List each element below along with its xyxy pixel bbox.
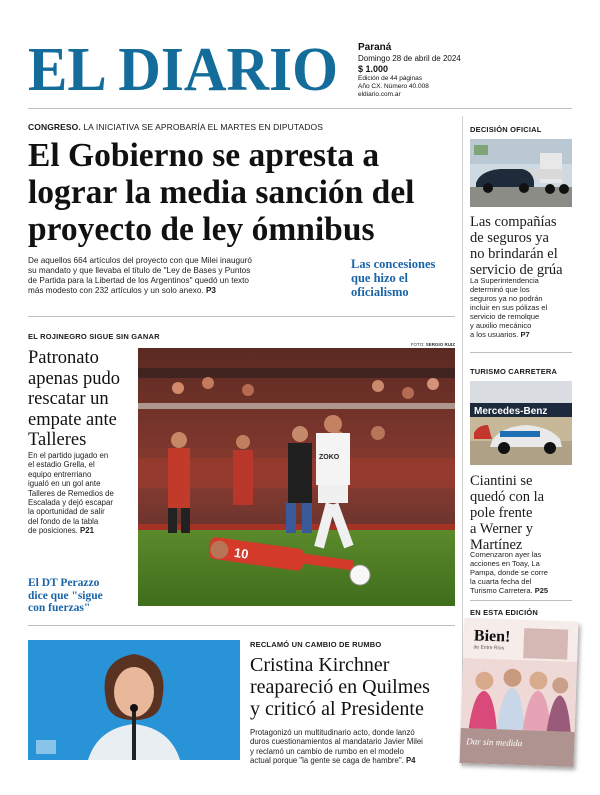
edition-pages: Edición de 44 páginas — [358, 75, 422, 82]
lead-kicker — [28, 122, 448, 132]
turismo-headline[interactable] — [470, 473, 575, 553]
race-car-photo-svg — [470, 381, 572, 465]
turismo-body-line: la cuarta fecha del — [470, 577, 532, 586]
sports-body-line: equipo entrerriano — [28, 469, 92, 479]
turismo-body-line: Pampa, donde se corre — [470, 568, 548, 577]
bottom-headline[interactable] — [250, 654, 460, 720]
oficial-headline-line: Las compañías — [470, 214, 557, 230]
sidebar-divider-1 — [470, 352, 572, 353]
sports-body-line: Talleres de Remedios de — [28, 488, 114, 498]
sports-divider — [28, 625, 455, 626]
turismo-body-line: acciones en Toay, La — [470, 559, 540, 568]
magazine-title: Bien! — [473, 627, 511, 646]
kirchner-photo-svg — [28, 640, 240, 760]
sports-body-line: Escalada y dejó escapar — [28, 498, 113, 508]
turismo-label: TURISMO CARRETERA — [470, 367, 558, 376]
turismo-headline-line: Martínez — [470, 537, 523, 553]
edition-site: eldiario.com.ar — [358, 91, 401, 98]
sports-body-text: de posiciones. — [28, 526, 78, 536]
oficial-body-line — [470, 330, 575, 339]
bottom-page-ref: P4 — [405, 756, 416, 766]
bottom-body-line: duros cuestionamientos al mandatario Javier Milei — [250, 737, 423, 747]
edition-date: Domingo 28 de abril de 2024 — [358, 54, 461, 63]
bottom-headline-line: Cristina Kirchner — [250, 654, 390, 676]
lead-headline[interactable] — [28, 137, 458, 248]
sports-body-line: del fondo de la tabla — [28, 516, 99, 526]
bottom-body-text: actual porque "la gente se caga de hambre". — [250, 756, 404, 766]
tow-truck-photo-svg — [470, 139, 572, 207]
sports-related-line: con fuerzas" — [28, 602, 91, 614]
lead-kicker-text: LA INICIATIVA SE APROBARÍA EL MARTES EN DIPUTADOS — [83, 122, 323, 132]
magazine-cover-svg — [460, 618, 579, 767]
photo-credit — [410, 342, 455, 347]
edicion-label: EN ESTA EDICIÓN — [470, 608, 539, 617]
lead-body-text: más modesto con 232 artículos y un solo anexo. — [28, 286, 204, 295]
edition-info — [358, 42, 488, 99]
bottom-headline-line: y criticó al Presidente — [250, 698, 424, 720]
football-photo[interactable] — [138, 348, 455, 606]
sports-related-line: dice que "sigue — [28, 589, 103, 602]
lead-page-ref: P3 — [205, 286, 216, 295]
oficial-headline[interactable] — [470, 214, 575, 278]
sports-kicker: EL ROJINEGRO SIGUE SIN GANAR — [28, 332, 160, 341]
photo-credit-name: SERGIO RUIZ — [425, 342, 455, 347]
sports-related-link[interactable] — [28, 577, 138, 615]
lead-headline-line: lograr la media sanción del — [28, 174, 415, 211]
oficial-body-text: a los usuarios. — [470, 330, 519, 339]
turismo-headline-line: pole frente — [470, 505, 533, 521]
lead-body — [28, 256, 346, 296]
sports-body-line: la oportunidad de salir — [28, 507, 105, 517]
sports-body-line — [28, 526, 138, 535]
sports-headline-line: Talleres — [28, 430, 87, 450]
lead-related-line: que hizo el — [351, 271, 408, 285]
lead-body-line: De aquellos 664 artículos del proyecto con que Milei inauguró — [28, 256, 252, 265]
oficial-page-ref: P7 — [520, 330, 530, 339]
lead-related-line: Las concesiones — [351, 257, 436, 271]
oficial-body-line: y auxilio mecánico — [470, 321, 532, 330]
football-photo-svg — [138, 348, 455, 606]
sports-body-line: En el partido jugado en — [28, 451, 109, 460]
bottom-kicker: RECLAMÓ UN CAMBIO DE RUMBO — [250, 640, 382, 649]
sports-related-line: El DT Perazzo — [28, 577, 100, 589]
turismo-headline-line: a Werner y — [470, 521, 533, 537]
oficial-headline-line: de seguros ya — [470, 230, 549, 246]
bottom-body — [250, 728, 460, 766]
sports-body — [28, 451, 138, 536]
turismo-body-line: Comenzaron ayer las — [470, 550, 542, 559]
masthead-logo — [28, 40, 340, 98]
turismo-body-text: Turismo Carretera. — [470, 586, 533, 595]
lead-related-link[interactable] — [351, 257, 456, 299]
masthead-svg — [28, 40, 340, 98]
jersey-number: 10 — [233, 544, 250, 562]
magazine-cover[interactable] — [460, 618, 579, 767]
bottom-body-line: y reclamó un cambio de rumbo en el modelo — [250, 746, 404, 756]
lead-body-line: su mandato y que llevaba el título de "Ley de Bases y Puntos — [28, 266, 251, 275]
oficial-label: DECISIÓN OFICIAL — [470, 125, 542, 134]
lead-divider — [28, 316, 455, 317]
race-banner: Mercedes-Benz — [474, 406, 548, 417]
oficial-body-line: servicio de remolque — [470, 312, 540, 321]
sports-headline-line: apenas pudo — [28, 368, 120, 389]
lead-body-line: de Partida para la Libertad de los Argentinos" quedó un texto — [28, 276, 249, 285]
sports-body-line: el estadio Grella, el — [28, 460, 95, 470]
kirchner-photo[interactable] — [28, 640, 240, 760]
jersey-sponsor: ZOKO — [319, 454, 340, 461]
turismo-page-ref: P25 — [534, 586, 549, 595]
masthead-divider — [28, 108, 572, 109]
lead-headline-line: proyecto de ley ómnibus — [28, 211, 375, 248]
tow-truck-photo[interactable] — [470, 139, 572, 207]
magazine-caption: Dar sin medida — [466, 736, 523, 749]
oficial-body-line: determinó que los — [470, 285, 530, 294]
sports-headline[interactable] — [28, 348, 138, 451]
lead-headline-line: El Gobierno se apresta a — [28, 137, 380, 174]
lead-related-line: oficialismo — [351, 285, 409, 299]
oficial-headline-line: no brindarán el — [470, 246, 558, 262]
edition-issue: Año CX. Número 40.008 — [358, 83, 429, 90]
turismo-headline-line: quedó con la — [470, 489, 545, 505]
bottom-body-line: Protagonizó un multitudinario acto, donde lanzó — [250, 728, 415, 737]
turismo-body — [470, 550, 575, 595]
edition-price: $ 1.000 — [358, 64, 389, 74]
oficial-body — [470, 276, 575, 339]
photo-credit-label: FOTO: — [410, 342, 425, 347]
sports-page-ref: P21 — [80, 526, 94, 536]
bottom-headline-line: reapareció en Quilmes — [250, 676, 430, 698]
lead-body-line — [28, 286, 346, 296]
turismo-headline-line: Ciantini se — [470, 473, 533, 489]
sports-headline-line: rescatar un — [28, 389, 109, 409]
oficial-body-line: La Superintendencia — [470, 276, 539, 285]
sports-body-line: igualó en un gol ante — [28, 479, 101, 489]
oficial-body-line: seguros ya no podrán — [470, 294, 543, 303]
oficial-body-line: incluir en sus pólizas el — [470, 303, 548, 312]
oficial-headline-line: servicio de grúa — [470, 262, 563, 278]
sports-headline-line: Patronato — [28, 348, 99, 368]
sidebar-divider-2 — [470, 600, 572, 601]
magazine-subtitle: de Entre Ríos — [473, 644, 505, 652]
masthead-title: EL DIARIO — [28, 40, 338, 98]
lead-kicker-label: CONGRESO. — [28, 122, 81, 132]
race-car-photo[interactable] — [470, 381, 572, 465]
edition-city: Paraná — [358, 42, 392, 53]
sports-headline-line: empate ante — [28, 409, 117, 430]
turismo-body-line — [470, 586, 575, 595]
bottom-body-line — [250, 756, 460, 765]
